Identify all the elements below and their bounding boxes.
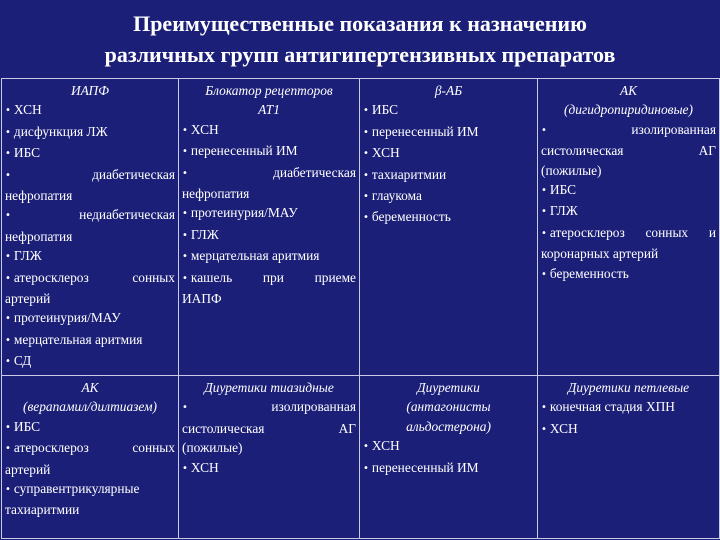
list-item: нефропатия (182, 186, 250, 202)
list-item: • ХСН (541, 419, 716, 440)
list-item: • диабетическая (182, 163, 356, 184)
list-item: • изолированная (541, 120, 716, 141)
list-item: (пожилые) (182, 440, 243, 456)
list-item: • СД (5, 351, 175, 372)
cell-header: АК (81, 380, 99, 395)
table-row (2, 79, 720, 376)
list-item: (пожилые) (541, 162, 602, 178)
list-item: • атеросклероз сонных (5, 268, 175, 289)
list-item: коронарных артерий (541, 246, 659, 262)
list-item: • ГЛЖ (541, 201, 716, 222)
cell-header: ИАПФ (71, 83, 109, 98)
cell-header: АК (619, 83, 638, 98)
list-item: • перенесенный ИМ (182, 141, 356, 162)
list-item: • беременность (363, 207, 534, 228)
list-item: • суправентрикулярные (5, 479, 175, 500)
list-item: • ИБС (363, 100, 534, 121)
list-item: • тахиаритмии (363, 165, 534, 186)
list-item: • конечная стадия ХПН (541, 397, 716, 418)
list-item: • перенесенный ИМ (363, 458, 534, 479)
list-item: артерий (5, 291, 51, 307)
list-item: систолическая АГ (541, 143, 716, 159)
cell-iapf (2, 79, 179, 376)
cell-header: Диуретики (417, 380, 480, 395)
list-item: тахиаритмии (5, 502, 80, 518)
list-item: • ГЛЖ (5, 246, 175, 267)
list-item: • ХСН (363, 436, 534, 457)
list-item: • перенесенный ИМ (363, 122, 534, 143)
cell-header: β-АБ (434, 83, 463, 98)
cell-loop-diuretics (538, 376, 720, 539)
cell-header: (антагонисты (406, 399, 491, 415)
list-item: нефропатия (5, 228, 73, 244)
list-item: • ХСН (5, 100, 175, 121)
list-item: • ИБС (541, 180, 716, 201)
cell-header: альдостерона) (406, 418, 491, 434)
list-item: • ХСН (363, 143, 534, 164)
cell-header: (верапамил/дилтиазем) (22, 399, 157, 415)
list-item: • ХСН (182, 458, 356, 479)
list-item: • мерцательная аритмия (182, 246, 356, 267)
slide-title (0, 0, 720, 70)
cell-ak-dhp (538, 79, 720, 376)
cell-beta-blockers (360, 79, 538, 376)
cell-header: (дигидропиридиновые) (564, 102, 693, 118)
list-item: систолическая АГ (182, 420, 356, 436)
list-item: • недиабетическая (5, 205, 175, 226)
list-item: • дисфункция ЛЖ (5, 122, 175, 143)
list-item: • кашель при приеме (182, 268, 356, 289)
cell-thiazide (179, 376, 360, 539)
list-item: • мерцательная аритмия (5, 330, 175, 351)
list-item: • ГЛЖ (182, 225, 356, 246)
list-item: • ХСН (182, 120, 356, 141)
list-item: • атеросклероз сонных (5, 438, 175, 459)
cell-header: АТ1 (258, 102, 280, 118)
cell-aldosterone-antagonists (360, 376, 538, 539)
list-item: • атеросклероз сонных и (541, 223, 716, 244)
list-item: • ИБС (5, 143, 175, 164)
indications-table (1, 78, 720, 539)
cell-header: Диуретики петлевые (567, 380, 690, 395)
cell-header: Диуретики тиазидные (204, 380, 334, 395)
list-item: артерий (5, 461, 51, 477)
list-item: • изолированная (182, 397, 356, 418)
list-item: • диабетическая (5, 165, 175, 186)
list-item: ИАПФ (182, 291, 222, 307)
cell-ak-verapamil (2, 376, 179, 539)
list-item: • протеинурия/МАУ (182, 203, 356, 224)
table-row (2, 376, 720, 539)
list-item: • ИБС (5, 417, 175, 438)
list-item: нефропатия (5, 188, 73, 204)
cell-header: Блокатор рецепторов (205, 83, 333, 98)
list-item: • беременность (541, 264, 716, 285)
title-line-1: Преимущественные показания к назначению (133, 11, 587, 36)
list-item: • глаукома (363, 186, 534, 207)
list-item: • протеинурия/МАУ (5, 308, 175, 329)
cell-arb (179, 79, 360, 376)
title-line-2: различных групп антигипертензивных препаратов (104, 42, 616, 67)
